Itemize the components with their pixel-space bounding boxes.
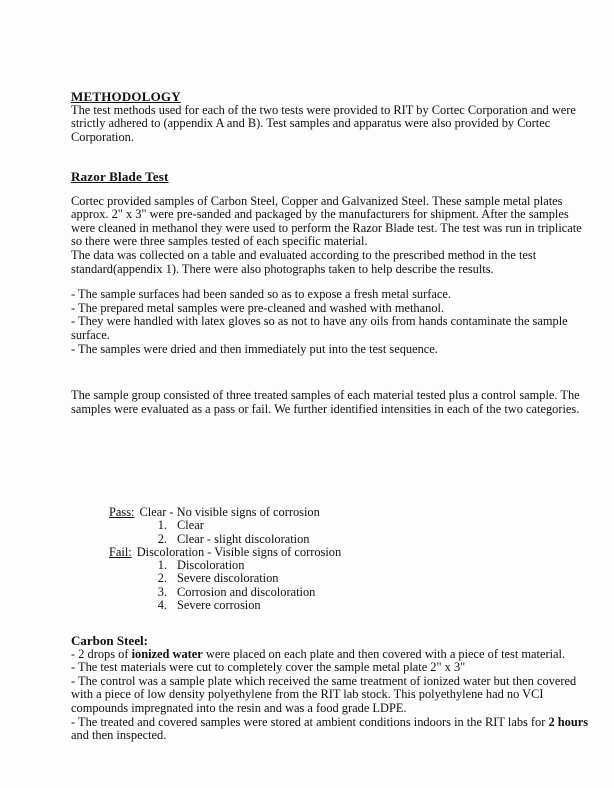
sample-group-section — [71, 389, 591, 416]
sample-group-paragraph: The sample group consisted of three treated samples of each material tested plus a control sample. The samples were evaluated as a pass or fail. We further identified intensities in each of the two categories. — [71, 388, 580, 416]
list-item — [109, 599, 509, 612]
duration-emphasis: 2 hours — [548, 714, 589, 729]
item-text: Severe discoloration — [177, 571, 279, 586]
methodology-section — [71, 90, 591, 144]
list-item: - They were handled with latex gloves so as not to have any oils from hands contaminate the sample surface. — [71, 314, 568, 342]
list-item — [109, 586, 509, 599]
preparation-list — [71, 288, 591, 356]
razor-data-paragraph: The data was collected on a table and evaluated according to the prescribed method in the test standard(appendix 1). There were also photographs taken to help describe the results. — [71, 247, 537, 276]
list-item — [109, 572, 509, 585]
carbon-step-2: - The test materials were cut to completely cover the sample metal plate 2" x 3" — [71, 660, 466, 675]
razor-blade-heading: Razor Blade Test — [71, 169, 169, 184]
carbon-step-4: - The treated and covered samples were stored at ambient conditions indoors in the RIT labs for 2 hours and then inspected. — [71, 714, 589, 743]
carbon-step-1: - 2 drops of ionized water were placed on each plate and then covered with a piece of test material. — [71, 646, 566, 661]
list-item — [109, 533, 509, 546]
item-number: 2. — [157, 571, 167, 586]
list-item: - The prepared metal samples were pre-cleaned and washed with methanol. — [71, 300, 445, 315]
item-number: 3. — [157, 584, 167, 599]
razor-blade-section — [71, 170, 591, 356]
item-number: 4. — [157, 598, 167, 613]
list-item — [109, 519, 509, 532]
item-text: Corrosion and discoloration — [177, 584, 316, 599]
fail-label: Fail: — [109, 544, 132, 559]
carbon-steel-section — [71, 634, 591, 743]
methodology-body: The test methods used for each of the two tests were provided to RIT by Cortec Corporation and were strictly adhered to (appendix A and B). Test samples and apparatus were also provided by Cortec Corporation. — [71, 102, 576, 144]
item-text: Clear - slight discoloration — [177, 531, 310, 546]
rating-scale — [109, 506, 509, 612]
razor-intro-paragraph: Cortec provided samples of Carbon Steel, Copper and Galvanized Steel. These sample metal plates approx. 2" x 3" were pre-sanded and packaged by the manufacturers for shipment. After the samples were cleaned in methanol they were used to perform the Razor Blade test. The test was run in triplicate so there were three samples tested of each specific material. — [71, 193, 582, 249]
carbon-step-3: - The control was a sample plate which received the same treatment of ionized water but then covered with a piece of low density polyethylene from the RIT lab stock. This polyethylene had no VCI compounds impregnated into the resin and was a food grade LDPE. — [71, 673, 577, 715]
fail-description: Discoloration - Visible signs of corrosion — [136, 544, 342, 559]
list-item — [109, 559, 509, 572]
pass-row — [109, 506, 509, 519]
pass-label: Pass: — [109, 505, 135, 519]
item-number: 2. — [157, 531, 167, 546]
methodology-heading: METHODOLOGY — [71, 89, 181, 104]
list-item: - The samples were dried and then immediately put into the test sequence. — [71, 341, 438, 356]
carbon-steel-heading: Carbon Steel: — [71, 633, 148, 648]
item-number: 1. — [157, 518, 167, 533]
fail-row — [109, 546, 509, 559]
item-text: Discoloration — [177, 558, 245, 573]
ionized-water-emphasis: ionized water — [131, 646, 203, 661]
pass-description: Clear - No visible signs of corrosion — [139, 505, 320, 519]
item-text: Severe corrosion — [177, 598, 261, 613]
item-text: Clear — [177, 518, 204, 533]
item-number: 1. — [157, 558, 167, 573]
list-item: - The sample surfaces had been sanded so as to expose a fresh metal surface. — [71, 287, 451, 302]
